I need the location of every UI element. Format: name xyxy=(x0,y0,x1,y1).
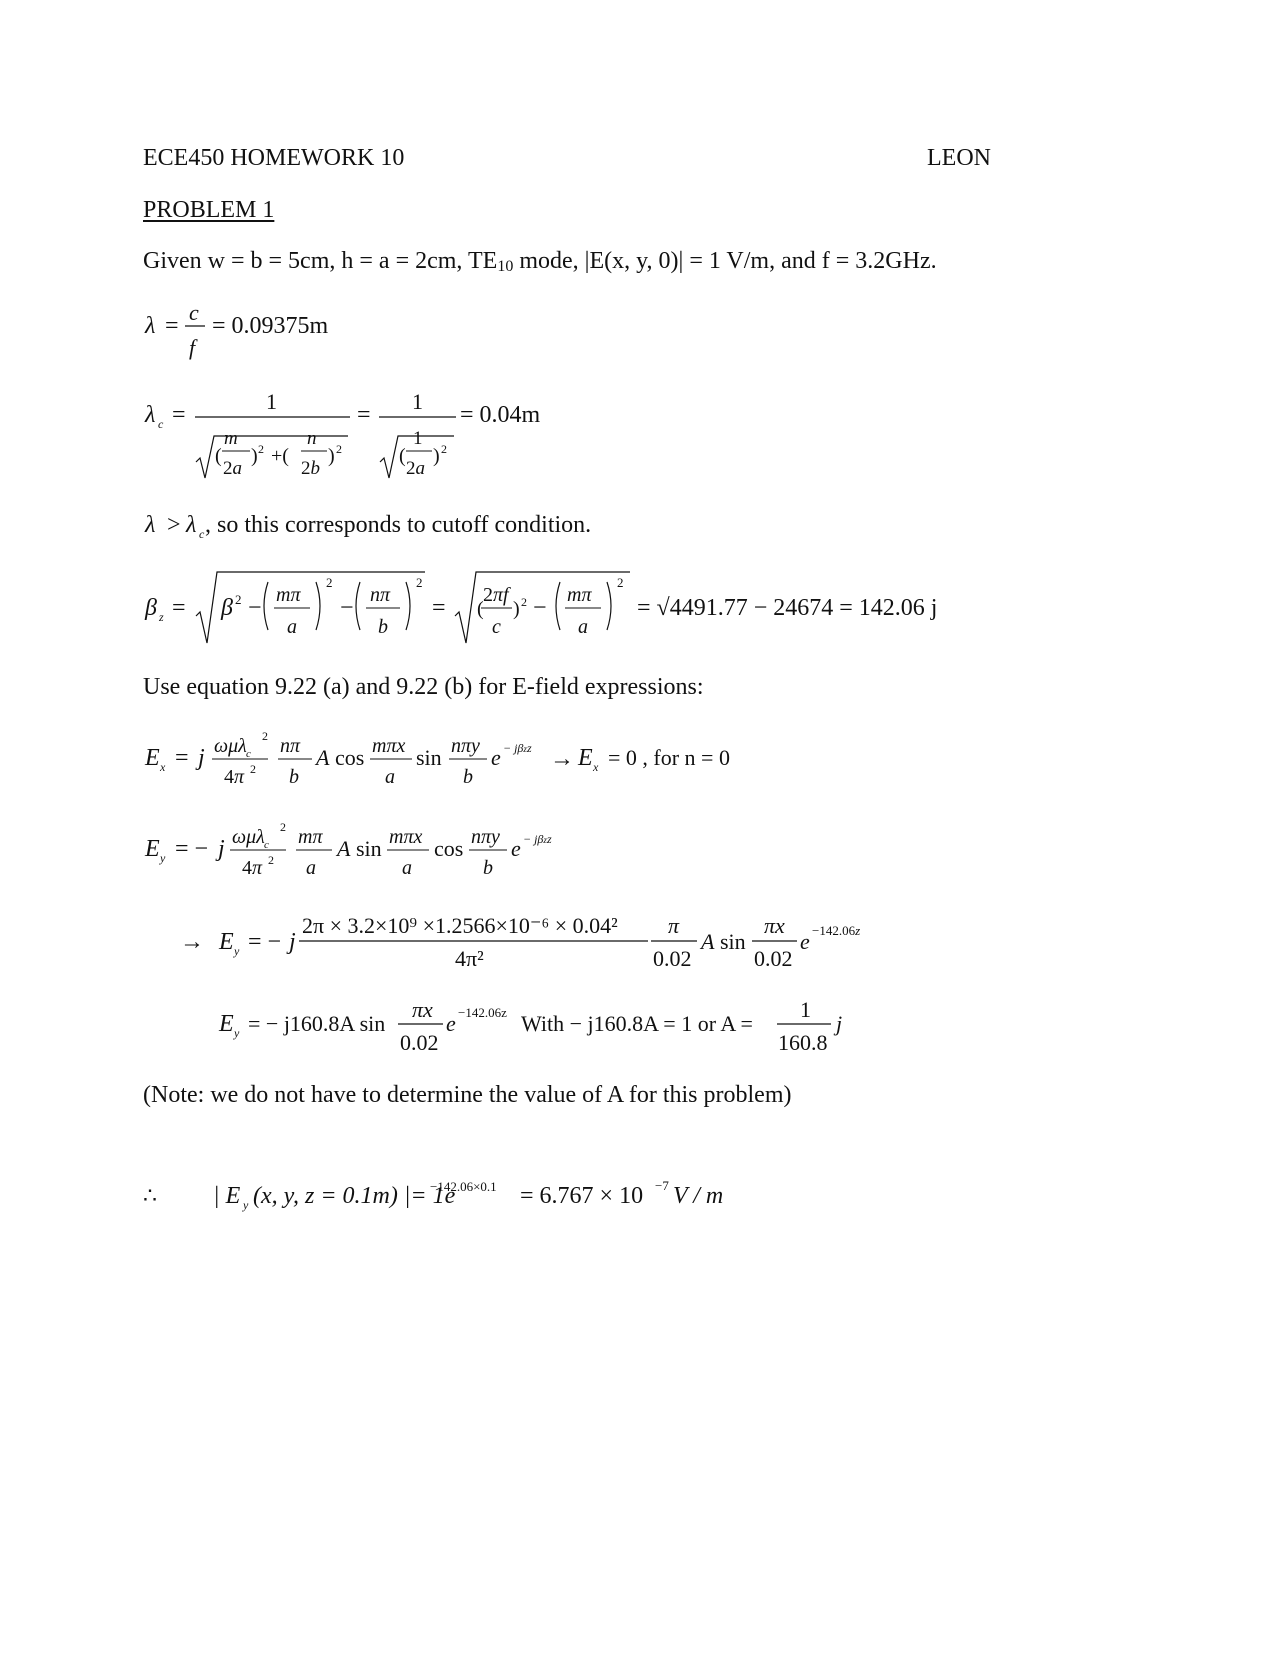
svg-text:nπy: nπy xyxy=(451,735,480,757)
svg-text:b: b xyxy=(463,766,473,788)
svg-text:2: 2 xyxy=(326,575,333,590)
cutoff-statement xyxy=(144,512,591,541)
svg-text:=: = xyxy=(172,402,186,428)
svg-text:=: = xyxy=(432,595,446,621)
svg-text:): ) xyxy=(433,445,440,467)
author-name: LEON xyxy=(927,145,991,171)
svg-text:E: E xyxy=(145,745,160,771)
svg-text:j: j xyxy=(198,745,205,771)
svg-text:(: ( xyxy=(477,598,484,620)
svg-text:(: ( xyxy=(399,445,406,467)
svg-text:2: 2 xyxy=(250,762,256,776)
svg-text:=: = xyxy=(172,595,186,621)
svg-text:2a: 2a xyxy=(223,458,242,479)
svg-text:A sin: A sin xyxy=(337,836,382,861)
svg-text:mπx: mπx xyxy=(372,735,406,757)
ey-numeric-numerator: 2π × 3.2×10⁹ ×1.2566×10⁻⁶ × 0.04² xyxy=(302,913,618,938)
svg-text:): ) xyxy=(328,445,335,467)
svg-text:a: a xyxy=(578,616,588,638)
svg-text:2b: 2b xyxy=(301,458,320,479)
svg-text:−: − xyxy=(340,595,354,621)
svg-text:2: 2 xyxy=(280,820,286,834)
svg-text:E: E xyxy=(578,745,593,771)
svg-text:): ) xyxy=(251,445,258,467)
a-value-numerator: 1 xyxy=(800,997,811,1022)
final-unit: V / m xyxy=(673,1183,724,1209)
final-exponent: −142.06×0.1 xyxy=(430,1179,497,1194)
svg-text:2: 2 xyxy=(258,442,264,456)
lambda-equation xyxy=(144,300,329,360)
svg-text:E: E xyxy=(219,929,234,955)
problem-heading: PROBLEM 1 xyxy=(143,197,275,223)
svg-text:1: 1 xyxy=(413,428,423,449)
lambda-value: = 0.09375m xyxy=(212,313,329,339)
svg-text:mπ: mπ xyxy=(276,584,301,606)
svg-text:A sin: A sin xyxy=(701,929,746,954)
svg-text:= −: = − xyxy=(175,836,209,862)
svg-text:2: 2 xyxy=(521,595,527,609)
svg-text:c: c xyxy=(189,300,199,325)
ex-conclusion: = 0 , for n = 0 xyxy=(608,745,730,770)
svg-text:y: y xyxy=(160,851,166,865)
svg-text:(: ( xyxy=(215,445,222,467)
svg-text:nπ: nπ xyxy=(280,735,301,757)
svg-text:− jβzz: − jβzz xyxy=(503,741,532,755)
svg-text:cos: cos xyxy=(434,836,464,861)
lambda-c-equation xyxy=(144,389,541,479)
svg-text:E: E xyxy=(145,836,160,862)
svg-text:→: → xyxy=(550,746,574,772)
svg-text:=: = xyxy=(357,402,371,428)
svg-text:0.02: 0.02 xyxy=(653,946,692,971)
svg-text:− jβzz: − jβzz xyxy=(523,832,552,846)
svg-text:x: x xyxy=(160,760,166,774)
svg-text:b: b xyxy=(378,616,388,638)
svg-text:1: 1 xyxy=(266,389,277,414)
svg-text:β: β xyxy=(221,595,233,621)
ey-numeric-equation xyxy=(180,913,860,971)
svg-text:πx: πx xyxy=(412,997,433,1022)
svg-text:2: 2 xyxy=(235,592,242,607)
svg-text:): ) xyxy=(513,598,520,620)
svg-text:ωμλ: ωμλ xyxy=(214,735,247,757)
svg-text:nπ: nπ xyxy=(370,584,391,606)
ey-exponent: −142.06z xyxy=(458,1005,507,1020)
svg-text:mπx: mπx xyxy=(389,826,423,848)
given-text-post: mode, |E(x, y, 0)| = 1 V/m, and f = 3.2GHz. xyxy=(513,248,937,274)
ex-equation xyxy=(144,729,730,788)
svg-text:2: 2 xyxy=(336,442,342,456)
svg-text:−: − xyxy=(533,595,547,621)
final-answer xyxy=(143,1178,723,1212)
svg-text:c: c xyxy=(246,748,251,760)
svg-text:2: 2 xyxy=(617,575,624,590)
svg-text:→: → xyxy=(180,929,204,955)
svg-text:=: = xyxy=(165,313,179,339)
svg-text:πx: πx xyxy=(764,913,785,938)
svg-text:2: 2 xyxy=(268,853,274,867)
svg-text:a: a xyxy=(402,857,412,879)
svg-text:b: b xyxy=(289,766,299,788)
svg-text:π: π xyxy=(668,913,680,938)
a-value-denominator: 160.8 xyxy=(778,1030,828,1055)
mode-subscript: 10 xyxy=(497,258,514,275)
svg-text:x: x xyxy=(593,760,599,774)
beta-z-equation xyxy=(144,572,937,643)
svg-text:f: f xyxy=(189,335,196,360)
cutoff-text: , so this corresponds to cutoff condition. xyxy=(205,512,592,538)
svg-text:c: c xyxy=(492,616,501,638)
final-result-exponent: −7 xyxy=(655,1178,669,1193)
lambda-c-value: = 0.04m xyxy=(460,402,541,428)
svg-text:2a: 2a xyxy=(406,458,425,479)
svg-text:nπy: nπy xyxy=(471,826,500,848)
svg-text:sin: sin xyxy=(416,745,442,770)
ey-equation xyxy=(144,820,552,879)
svg-text:2πf: 2πf xyxy=(483,584,509,606)
svg-text:0.02: 0.02 xyxy=(754,946,793,971)
note-text: (Note: we do not have to determine the value of A for this problem) xyxy=(143,1082,792,1108)
use-equation-text: Use equation 9.22 (a) and 9.22 (b) for E-field expressions: xyxy=(143,674,704,700)
svg-text:a: a xyxy=(287,616,297,638)
ey-numeric-denominator: 4π² xyxy=(455,946,484,971)
svg-text:a: a xyxy=(385,766,395,788)
svg-text:λ: λ xyxy=(145,313,156,339)
svg-text:2: 2 xyxy=(262,729,268,743)
svg-text:j: j xyxy=(836,1011,843,1036)
svg-text:mπ: mπ xyxy=(567,584,592,606)
svg-text:4π: 4π xyxy=(242,857,263,879)
svg-text:>: > xyxy=(167,512,181,538)
svg-text:1: 1 xyxy=(412,389,423,414)
svg-text:n: n xyxy=(307,428,317,449)
svg-text:c: c xyxy=(264,839,269,851)
final-result: = 6.767 × 10 xyxy=(520,1183,644,1209)
therefore-symbol: ∴ xyxy=(143,1183,157,1208)
svg-text:j: j xyxy=(218,836,225,862)
svg-text:e: e xyxy=(800,929,810,954)
svg-text:−142.06z: −142.06z xyxy=(812,923,861,938)
svg-text:λ: λ xyxy=(145,512,156,538)
homework-title: ECE450 HOMEWORK 10 xyxy=(143,145,405,171)
svg-text:y: y xyxy=(234,944,240,958)
svg-text:c: c xyxy=(199,527,205,541)
svg-text:y: y xyxy=(234,1026,240,1040)
svg-text:=: = xyxy=(175,745,189,771)
svg-text:c: c xyxy=(158,417,164,431)
svg-text:−: − xyxy=(248,595,262,621)
svg-text:λ: λ xyxy=(186,512,197,538)
svg-text:e: e xyxy=(491,745,501,770)
svg-text:+(: +( xyxy=(271,445,289,467)
svg-text:a: a xyxy=(306,857,316,879)
given-text-pre: Given w = b = 5cm, h = a = 2cm, TE xyxy=(143,248,498,274)
svg-text:= −: = − xyxy=(248,929,282,955)
svg-text:4π: 4π xyxy=(224,766,245,788)
with-text: With − j160.8A = 1 or A = xyxy=(521,1011,753,1036)
svg-text:b: b xyxy=(483,857,493,879)
svg-text:0.02: 0.02 xyxy=(400,1030,439,1055)
svg-text:j: j xyxy=(289,929,296,955)
final-args: (x, y, z = 0.1m) |= 1e xyxy=(253,1183,456,1209)
svg-text:λ: λ xyxy=(145,402,156,428)
svg-text:y: y xyxy=(243,1198,249,1212)
svg-text:2: 2 xyxy=(441,442,447,456)
svg-text:E: E xyxy=(219,1011,234,1037)
ey-final-equation xyxy=(218,997,842,1055)
svg-text:z: z xyxy=(159,610,164,624)
svg-text:mπ: mπ xyxy=(298,826,323,848)
svg-text:β: β xyxy=(145,595,157,621)
svg-text:2: 2 xyxy=(416,575,423,590)
svg-text:ωμλ: ωμλ xyxy=(232,826,265,848)
svg-text:e: e xyxy=(511,836,521,861)
svg-text:m: m xyxy=(224,428,238,449)
final-lhs: | E xyxy=(213,1183,241,1209)
ey-final: = − j160.8A sin xyxy=(248,1011,386,1036)
svg-text:A cos: A cos xyxy=(316,745,365,770)
beta-result: = √4491.77 − 24674 = 142.06 j xyxy=(637,595,938,621)
svg-text:e: e xyxy=(446,1011,456,1036)
